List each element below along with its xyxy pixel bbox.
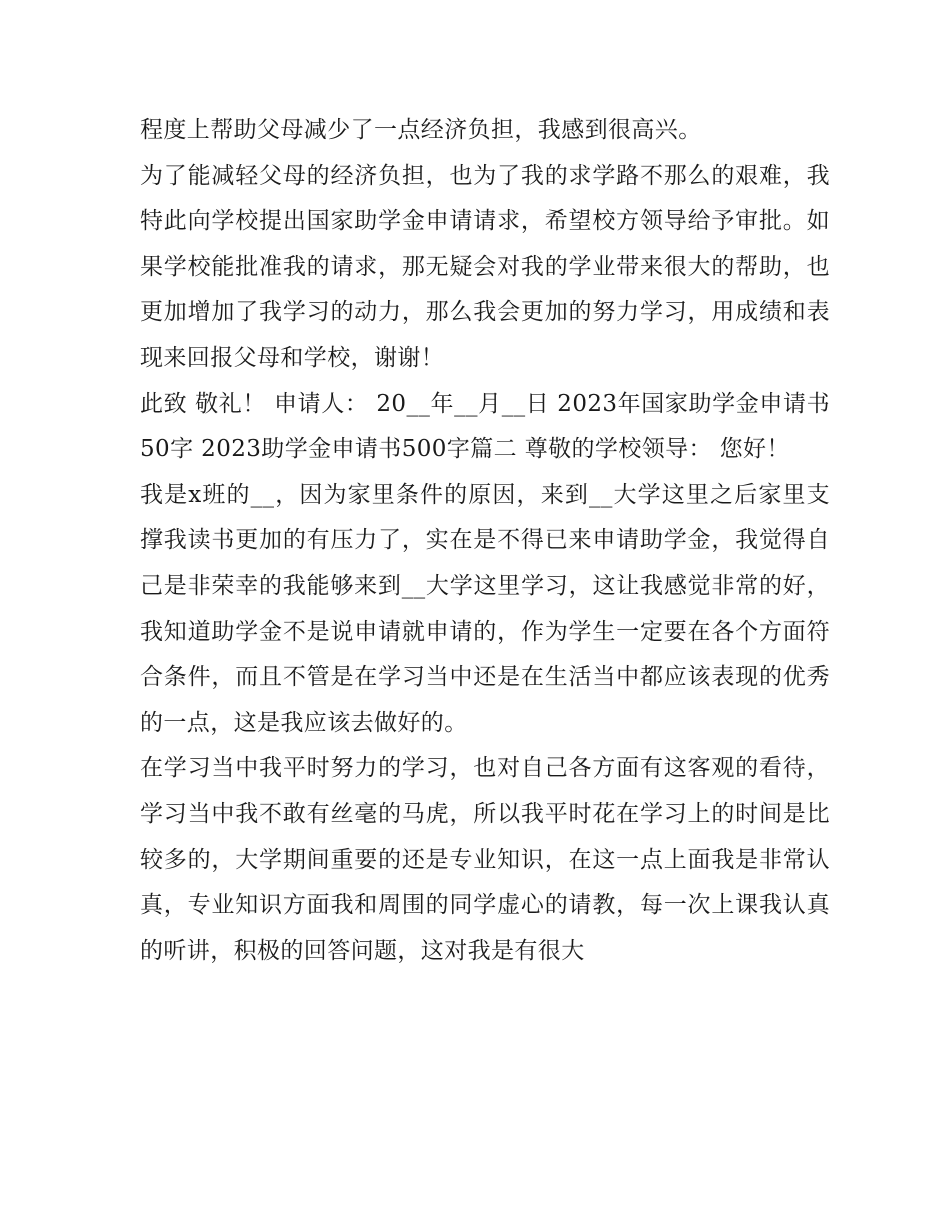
paragraph-3: 此致 敬礼！ 申请人： 20__年__月__日 2023年国家助学金申请书50字 2023助学金申请书500字篇二 尊敬的学校领导： 您好！ — [140, 390, 830, 463]
paragraph-5: 在学习当中我平时努力的学习，也对自己各方面有这客观的看待，学习当中我不敢有丝毫的马虎，所以我平时花在学习上的时间是比较多的，大学期间重要的还是专业知识，在这一点上面我是非常认真，专业知识方面我和周围的同学虚心的请教，每一次上课我认真的听讲，积极的回答问题，这对我是有很大 — [140, 755, 830, 964]
paragraph-4: 我是x班的__，因为家里条件的原因，来到__大学这里之后家里支撑我读书更加的有压力了，实在是不得已来申请助学金，我觉得自己是非荣幸的我能够来到__大学这里学习，这让我感觉非常的好，我知道助学金不是说申请就申请的，作为学生一定要在各个方面符合条件，而且不管是在学习当中还是在生活当中都应该表现的优秀的一点，这是我应该去做好的。 — [140, 481, 830, 736]
document-body — [140, 108, 830, 974]
paragraph-2: 为了能减轻父母的经济负担，也为了我的求学路不那么的艰难，我特此向学校提出国家助学金申请请求，希望校方领导给予审批。如果学校能批准我的请求，那无疑会对我的学业带来很大的帮助，也更加增加了我学习的动力，那么我会更加的努力学习，用成绩和表现来回报父母和学校，谢谢！ — [140, 162, 830, 371]
paragraph-1: 程度上帮助父母减少了一点经济负担，我感到很高兴。 — [140, 117, 702, 143]
